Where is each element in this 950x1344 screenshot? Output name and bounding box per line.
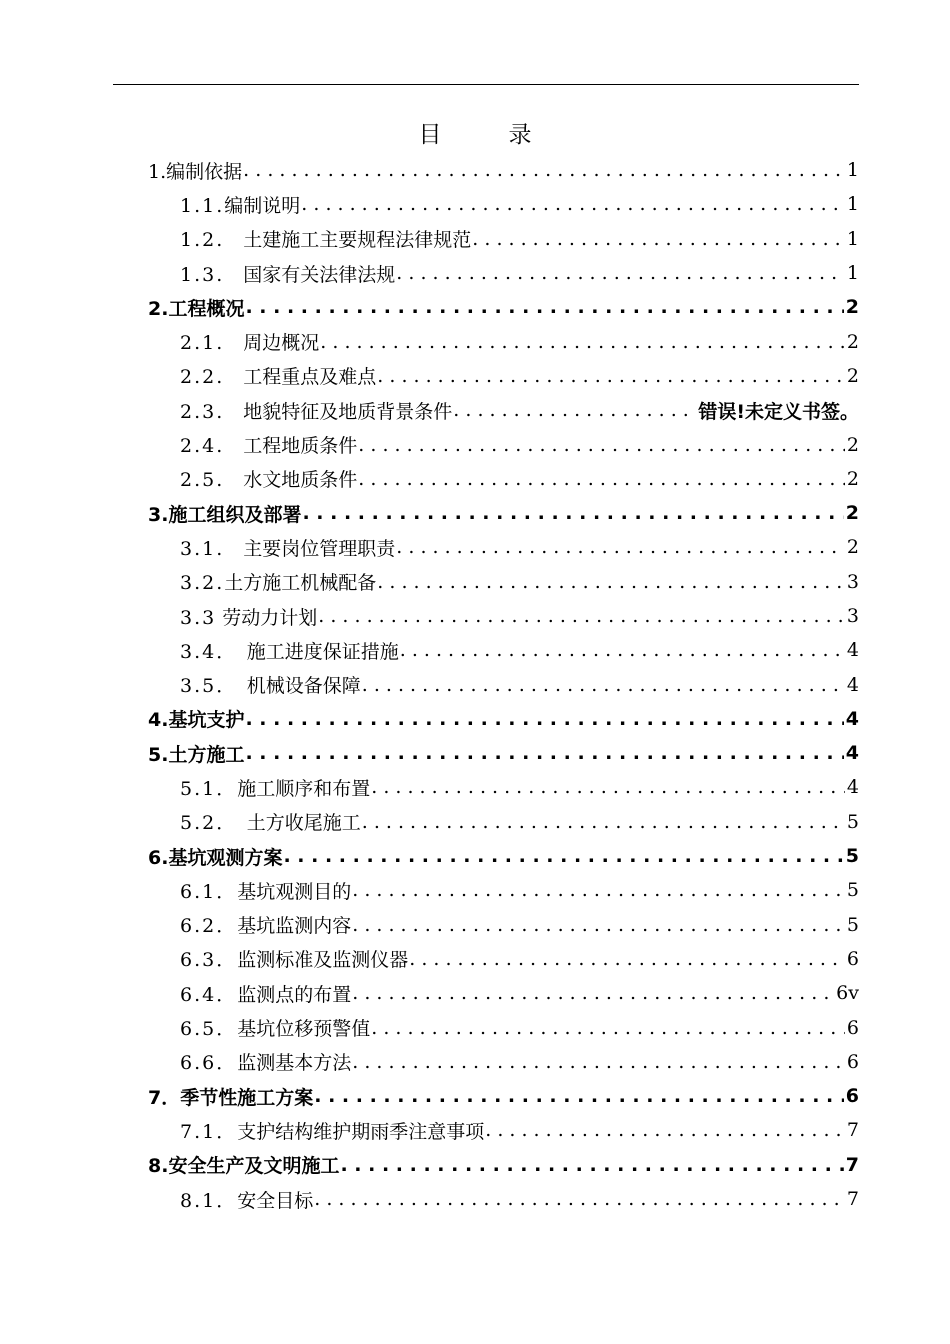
toc-entry-number: 1. (148, 160, 167, 183)
toc-entry-page: 2 (846, 433, 859, 456)
toc-entry-page: 5 (846, 913, 859, 936)
toc-entry[interactable] (148, 530, 859, 564)
toc-entry[interactable] (148, 359, 859, 393)
toc-entry[interactable] (148, 222, 859, 256)
toc-entry-number: 2.2. (180, 366, 225, 389)
toc-entry-text: 监测点的布置 (237, 983, 352, 1006)
toc-entry-number: 6.1． (180, 880, 238, 903)
dot-leader (283, 845, 843, 867)
toc-entry-page: 2 (846, 536, 859, 559)
toc-entry-label (148, 843, 282, 870)
toc-entry-page: 7 (845, 1153, 859, 1176)
toc-entry-text: 基坑位移预警值 (237, 1018, 371, 1041)
toc-entry[interactable] (148, 1148, 859, 1182)
toc-entry-number: 3.3 (180, 606, 217, 629)
toc-entry-text: 国家有关法律法规 (224, 263, 396, 286)
toc-entry-text: 基坑观测方案 (168, 846, 283, 869)
dot-leader (485, 1119, 845, 1141)
toc-entry-text: 监测基本方法 (237, 1052, 352, 1075)
toc-entry-label (148, 294, 244, 321)
toc-entry-number: 3. (148, 503, 169, 526)
toc-entry-label (180, 637, 399, 664)
toc-entry-label (148, 500, 301, 527)
toc-entry[interactable] (148, 256, 859, 290)
toc-entry-label (180, 465, 357, 492)
toc-entry-error-text: 错误!未定义书签。 (698, 400, 859, 423)
toc-entry-number: 8.1． (180, 1189, 238, 1212)
toc-entry[interactable] (148, 633, 859, 667)
toc-entry[interactable] (148, 805, 859, 839)
toc-entry-number: 1.2. (180, 229, 225, 252)
toc-title: 目 录 (418, 122, 554, 148)
toc-entry-text: 基坑观测目的 (237, 880, 352, 903)
toc-entry[interactable] (148, 290, 859, 324)
toc-entry-number: 2.3. (180, 400, 225, 423)
toc-entry-label (180, 1048, 351, 1075)
toc-entry-page: 2 (845, 296, 859, 319)
toc-entry-label (180, 911, 351, 938)
toc-entry-label (148, 1151, 339, 1178)
toc-entry-label (180, 534, 395, 561)
toc-entry[interactable] (148, 187, 859, 221)
toc-entry-number: 6.5． (180, 1018, 238, 1041)
dot-leader (302, 502, 843, 524)
dot-leader (362, 811, 845, 833)
toc-entry-page: 2 (845, 502, 859, 525)
toc-entry-number: 3.1. (180, 537, 225, 560)
toc-entry-text: 工程重点及难点 (224, 366, 377, 389)
dot-leader (245, 296, 843, 318)
toc-entry[interactable] (148, 873, 859, 907)
toc-entry-page: 4 (846, 673, 859, 696)
dot-leader (358, 468, 845, 490)
toc-entry-page: 1 (846, 159, 859, 182)
toc-entry-text: 机械设备保障 (227, 675, 361, 698)
toc-entry-text: 水文地质条件 (224, 469, 358, 492)
toc-entry-number: 7.1． (180, 1120, 238, 1143)
toc-entry-number: 7． (148, 1086, 181, 1109)
toc-entry-number: 8. (148, 1155, 169, 1178)
toc-entry[interactable] (148, 976, 859, 1010)
toc-entry[interactable] (148, 702, 859, 736)
toc-entry-text: 劳动力计划 (216, 606, 318, 629)
toc-entry-text: 主要岗位管理职责 (224, 537, 396, 560)
toc-entry[interactable] (148, 324, 859, 358)
dot-leader (318, 605, 845, 627)
toc-entry-page: 3 (846, 570, 859, 593)
toc-entry-label (148, 740, 244, 767)
toc-entry-label (180, 362, 376, 389)
toc-entry[interactable] (148, 908, 859, 942)
dot-leader (472, 228, 845, 250)
toc-entry[interactable] (148, 153, 859, 187)
dot-leader (396, 536, 845, 558)
dot-leader (453, 399, 696, 421)
toc-entry-label (180, 431, 357, 458)
toc-entry-page: 6 (845, 1085, 859, 1108)
toc-entry-number: 5. (148, 743, 169, 766)
toc-entry[interactable] (148, 1113, 859, 1147)
toc-entry-number: 6.2． (180, 915, 238, 938)
toc-entry-page: 7 (846, 1119, 859, 1142)
toc-entry-label (180, 877, 351, 904)
dot-leader (340, 1154, 843, 1176)
toc-entry-page: 4 (845, 707, 859, 730)
toc-entry[interactable] (148, 496, 859, 530)
toc-entry-text: 施工顺序和布置 (237, 777, 371, 800)
toc-entry-label (180, 774, 370, 801)
toc-entry-label (180, 980, 351, 1007)
toc-entry-number: 5.1． (180, 777, 238, 800)
toc-entry-label (148, 157, 242, 184)
dot-leader (352, 914, 845, 936)
toc-entry-page: 4 (846, 639, 859, 662)
toc-entry-number: 6.3． (180, 949, 238, 972)
dot-leader (320, 331, 845, 353)
toc-entry-text: 土建施工主要规程法律规范 (224, 229, 472, 252)
toc-entry[interactable] (148, 393, 859, 427)
toc-entry-label (180, 225, 471, 252)
toc-entry-number: 1.3. (180, 263, 225, 286)
toc-entry-text: 安全生产及文明施工 (168, 1155, 340, 1178)
toc-entry-number: 6. (148, 846, 169, 869)
toc-entry-page: 4 (846, 776, 859, 799)
toc-entry[interactable] (148, 1079, 859, 1113)
toc-entry-label (180, 568, 376, 595)
toc-entry-page: 3 (846, 605, 859, 627)
toc-entry-number: 3.4． (180, 640, 228, 663)
toc-entry-page: 5 (845, 845, 859, 868)
dot-leader (377, 365, 845, 387)
toc-entry-text: 工程概况 (168, 297, 245, 320)
toc-entry-number: 1.1. (180, 194, 225, 217)
toc-entry-text: 编制依据 (166, 160, 243, 183)
dot-leader (352, 982, 834, 1004)
toc-entry-page: 1 (846, 193, 859, 216)
toc-entry-text: 工程地质条件 (224, 435, 358, 458)
toc-entry-number: 3.2. (180, 572, 225, 595)
dot-leader (362, 674, 845, 696)
toc-entry-label (180, 945, 408, 972)
toc-entry[interactable] (148, 427, 859, 461)
toc-entry-label (180, 191, 300, 218)
toc-entry-text: 编制说明 (224, 194, 301, 217)
dot-leader (352, 879, 845, 901)
toc-entry-page: 6v (836, 982, 859, 1005)
toc-entry-text: 基坑支护 (168, 709, 245, 732)
toc-entry-page: 1 (846, 227, 859, 250)
toc-entry[interactable] (148, 462, 859, 496)
toc-entry-page: 2 (846, 364, 859, 387)
toc-entry-text: 地貌特征及地质背景条件 (224, 400, 453, 423)
dot-leader (377, 571, 845, 593)
toc-entry-number: 2.5. (180, 469, 225, 492)
dot-leader (400, 639, 845, 661)
toc-entry-number: 2. (148, 297, 169, 320)
toc-entry-page: 4 (845, 742, 859, 765)
dot-leader (243, 159, 845, 181)
dot-leader (352, 1051, 845, 1073)
dot-leader (245, 708, 843, 730)
table-of-contents (148, 153, 859, 1216)
toc-entry-number: 2.1. (180, 332, 225, 355)
toc-entry-label (148, 1083, 313, 1110)
toc-entry-label (180, 808, 361, 835)
toc-entry[interactable] (148, 1045, 859, 1079)
toc-entry-number: 5.2． (180, 812, 228, 835)
dot-leader (409, 948, 845, 970)
dot-leader (245, 742, 843, 764)
toc-entry[interactable] (148, 839, 859, 873)
toc-entry-label (180, 1117, 484, 1144)
toc-entry[interactable] (148, 770, 859, 804)
dot-leader (314, 1188, 845, 1210)
toc-entry[interactable] (148, 942, 859, 976)
toc-entry-text: 土方收尾施工 (227, 812, 361, 835)
toc-entry-page: 2 (846, 330, 859, 353)
toc-entry[interactable] (148, 599, 859, 633)
toc-entry-label (180, 397, 452, 424)
toc-entry-number: 2.4. (180, 435, 225, 458)
toc-entry-page: 7 (846, 1188, 859, 1211)
toc-entry-label (180, 671, 361, 698)
toc-entry-page: 1 (846, 262, 859, 285)
dot-leader (371, 776, 845, 798)
toc-entry[interactable] (148, 1182, 859, 1216)
toc-entry-number: 6.6． (180, 1052, 238, 1075)
dot-leader (314, 1085, 844, 1107)
toc-entry-text: 土方施工机械配备 (224, 572, 377, 595)
toc-entry[interactable] (148, 736, 859, 770)
toc-entry[interactable] (148, 565, 859, 599)
dot-leader (358, 434, 845, 456)
toc-entry-text: 基坑监测内容 (237, 915, 352, 938)
dot-leader (301, 193, 845, 215)
toc-entry-page: 2 (846, 467, 859, 490)
toc-entry-label (180, 328, 319, 355)
toc-entry-page: 6 (846, 1016, 859, 1039)
toc-entry-number: 4. (148, 709, 169, 732)
header-rule (113, 84, 859, 85)
toc-entry[interactable] (148, 667, 859, 701)
toc-entry-number: 3.5． (180, 675, 228, 698)
toc-entry-text: 施工组织及部署 (168, 503, 302, 526)
toc-entry-label (148, 705, 244, 732)
dot-leader (371, 1017, 845, 1039)
toc-entry-text: 支护结构维护期雨季注意事项 (237, 1120, 485, 1143)
toc-entry-page: 5 (846, 810, 859, 833)
toc-entry-label (180, 1186, 313, 1213)
toc-entry[interactable] (148, 1010, 859, 1044)
toc-entry-text: 土方施工 (168, 743, 245, 766)
dot-leader (396, 262, 845, 284)
toc-entry-label (180, 260, 395, 287)
toc-entry-text: 周边概况 (224, 332, 320, 355)
toc-entry-label (180, 603, 317, 630)
toc-entry-text: 安全目标 (237, 1189, 314, 1212)
toc-entry-text: 施工进度保证措施 (227, 640, 399, 663)
toc-entry-page: 5 (846, 879, 859, 902)
toc-entry-page: 6 (846, 947, 859, 970)
toc-entry-page: 6 (846, 1050, 859, 1073)
toc-entry-label (180, 1014, 370, 1041)
toc-entry-number: 6.4． (180, 983, 238, 1006)
toc-entry-text: 监测标准及监测仪器 (237, 949, 409, 972)
toc-entry-text: 季节性施工方案 (180, 1086, 314, 1109)
